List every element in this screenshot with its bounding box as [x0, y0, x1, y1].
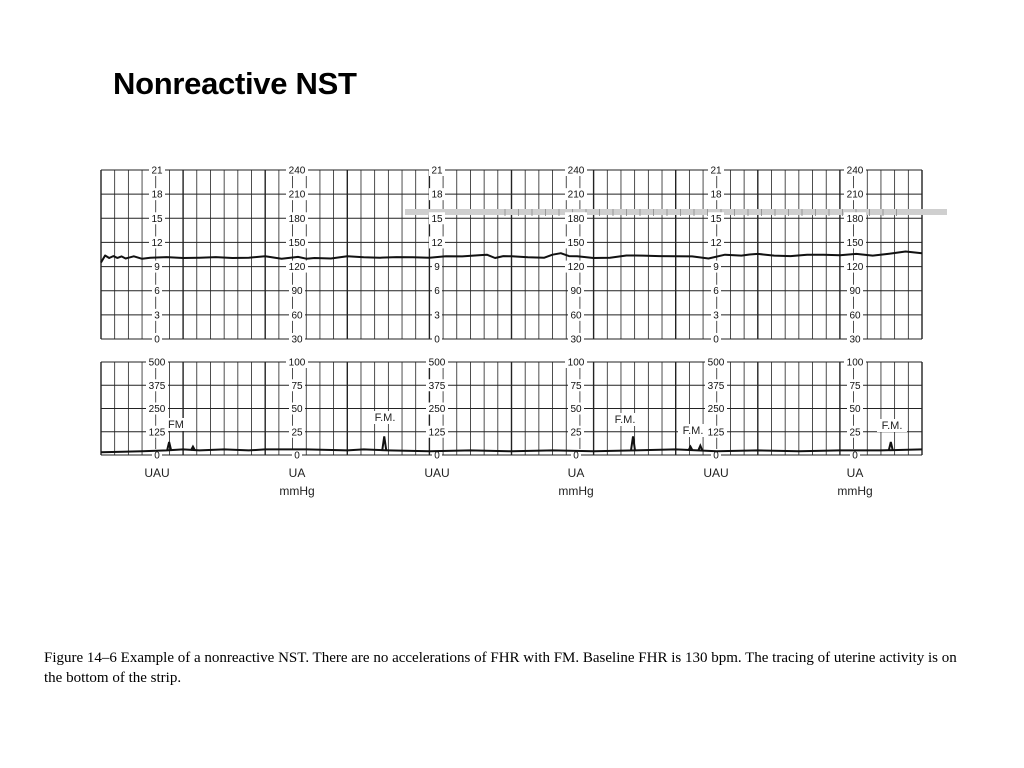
- fhr-bpm-scale-label: 150: [288, 237, 306, 249]
- fhr-left-scale-label: 18: [710, 189, 722, 201]
- ua-uau-scale-label: 125: [428, 427, 446, 439]
- fhr-bpm-scale-label: 30: [570, 334, 582, 346]
- fhr-bpm-scale-label: 180: [846, 213, 864, 225]
- ua-uau-scale-label: 0: [434, 450, 440, 462]
- fm-label: F.M.: [881, 420, 903, 432]
- fhr-bpm-scale-label: 240: [567, 165, 585, 177]
- ua-axis-name: UA: [567, 466, 585, 480]
- fhr-left-scale-label: 3: [154, 310, 160, 322]
- ua-mmhg-scale-label: 25: [849, 427, 861, 439]
- fhr-left-scale-label: 12: [151, 237, 163, 249]
- ua-mmhg-scale-label: 75: [291, 380, 303, 392]
- fhr-left-scale-label: 9: [154, 262, 160, 274]
- ua-mmhg-scale-label: 75: [570, 380, 582, 392]
- ua-mmhg-scale-label: 50: [291, 404, 303, 415]
- fhr-bpm-scale-label: 210: [288, 189, 306, 201]
- ua-axis-name: mmHg: [279, 484, 315, 498]
- fhr-left-scale-label: 18: [431, 189, 443, 201]
- fhr-bpm-scale-label: 150: [567, 237, 585, 249]
- fhr-left-scale-label: 15: [431, 213, 443, 225]
- fhr-left-scale-label: 9: [713, 262, 719, 274]
- ua-axis-name: mmHg: [837, 484, 873, 498]
- ua-mmhg-scale-label: 25: [291, 427, 303, 439]
- ua-uau-scale-label: 125: [707, 427, 725, 439]
- ua-uau-scale-label: 375: [148, 380, 166, 392]
- ua-uau-scale-label: 0: [154, 450, 160, 462]
- fhr-left-scale-label: 15: [710, 213, 722, 225]
- ua-mmhg-scale-label: 100: [846, 357, 864, 369]
- fhr-bpm-scale-label: 60: [291, 310, 303, 322]
- ua-axis-name: UAU: [703, 466, 729, 480]
- ua-uau-scale-label: 500: [148, 357, 166, 369]
- axis-labels: [144, 466, 872, 498]
- fhr-bpm-scale-label: 120: [288, 262, 306, 274]
- ua-uau-scale-label: 375: [707, 380, 725, 392]
- fhr-left-scale-label: 3: [434, 310, 440, 322]
- ua-mmhg-scale-label: 0: [852, 450, 858, 462]
- fhr-bpm-scale-label: 180: [288, 213, 306, 225]
- fm-label: FM: [168, 419, 184, 431]
- fm-label: F.M.: [682, 425, 704, 437]
- fhr-left-scale-label: 15: [151, 213, 163, 225]
- fhr-bpm-scale-label: 180: [567, 213, 585, 225]
- fhr-left-scale-label: 21: [710, 165, 722, 177]
- ua-axis-name: UA: [846, 466, 864, 480]
- fhr-bpm-scale-label: 210: [846, 189, 864, 201]
- fhr-left-scale-label: 0: [434, 334, 440, 346]
- fm-label: F.M.: [374, 412, 396, 424]
- ua-mmhg-scale-label: 50: [849, 404, 861, 415]
- ua-uau-scale-label: 250: [428, 404, 446, 415]
- fhr-left-scale-label: 12: [431, 237, 443, 249]
- fhr-left-scale-label: 18: [151, 189, 163, 201]
- fhr-bpm-scale-label: 240: [846, 165, 864, 177]
- fhr-bpm-scale-label: 150: [846, 237, 864, 249]
- ua-mmhg-scale-label: 25: [570, 427, 582, 439]
- fhr-bpm-scale-label: 30: [291, 334, 303, 346]
- fhr-left-scale-label: 0: [154, 334, 160, 346]
- figure-caption: Figure 14–6 Example of a nonreactive NST. There are no accelerations of FHR with FM. Baseline FHR is 130 bpm. The tracing of uterine activity is on the bottom of the strip.: [44, 650, 957, 686]
- ua-grid: [101, 362, 922, 455]
- fhr-bpm-scale-label: 90: [570, 286, 582, 298]
- ua-uau-scale-label: 125: [148, 427, 166, 439]
- ua-axis-name: UA: [288, 466, 306, 480]
- ua-mmhg-scale-label: 100: [288, 357, 306, 369]
- ua-mmhg-scale-label: 0: [573, 450, 579, 462]
- ua-uau-scale-label: 500: [707, 357, 725, 369]
- ua-mmhg-scale-label: 0: [294, 450, 300, 462]
- fhr-bpm-scale-label: 120: [567, 262, 585, 274]
- fhr-bpm-scale-label: 60: [849, 310, 861, 322]
- fhr-left-scale-label: 6: [154, 286, 160, 298]
- fhr-bpm-scale-label: 60: [570, 310, 582, 322]
- ua-mmhg-scale-label: 50: [570, 404, 582, 415]
- ua-uau-scale-label: 250: [707, 404, 725, 415]
- fm-label: F.M.: [614, 414, 636, 426]
- fm-annotations: [168, 411, 908, 437]
- fhr-left-scale-label: 3: [713, 310, 719, 322]
- ua-axis-name: mmHg: [558, 484, 594, 498]
- fhr-left-scale-label: 0: [713, 334, 719, 346]
- fhr-left-scale-label: 6: [434, 286, 440, 298]
- ua-uau-scale-label: 250: [148, 404, 166, 415]
- fhr-left-scale-label: 21: [151, 165, 163, 177]
- fhr-bpm-scale-label: 30: [849, 334, 861, 346]
- slide-title: Nonreactive NST: [113, 66, 357, 101]
- ua-uau-scale-label: 0: [713, 450, 719, 462]
- ua-uau-scale-label: 375: [428, 380, 446, 392]
- fhr-bpm-scale-label: 120: [846, 262, 864, 274]
- ua-mmhg-scale-label: 75: [849, 380, 861, 392]
- fhr-left-scale-label: 21: [431, 165, 443, 177]
- ua-axis-name: UAU: [144, 466, 170, 480]
- fhr-left-scale-label: 9: [434, 262, 440, 274]
- fhr-bpm-scale-label: 210: [567, 189, 585, 201]
- fhr-bpm-scale-label: 90: [291, 286, 303, 298]
- fm-spike: [889, 442, 893, 450]
- ua-mmhg-scale-label: 100: [567, 357, 585, 369]
- fm-spike: [382, 436, 386, 450]
- fhr-bpm-scale-label: 240: [288, 165, 306, 177]
- ua-axis-name: UAU: [424, 466, 450, 480]
- fhr-bpm-scale-label: 90: [849, 286, 861, 298]
- fhr-left-scale-label: 12: [710, 237, 722, 249]
- fhr-left-scale-label: 6: [713, 286, 719, 298]
- ua-uau-scale-label: 500: [428, 357, 446, 369]
